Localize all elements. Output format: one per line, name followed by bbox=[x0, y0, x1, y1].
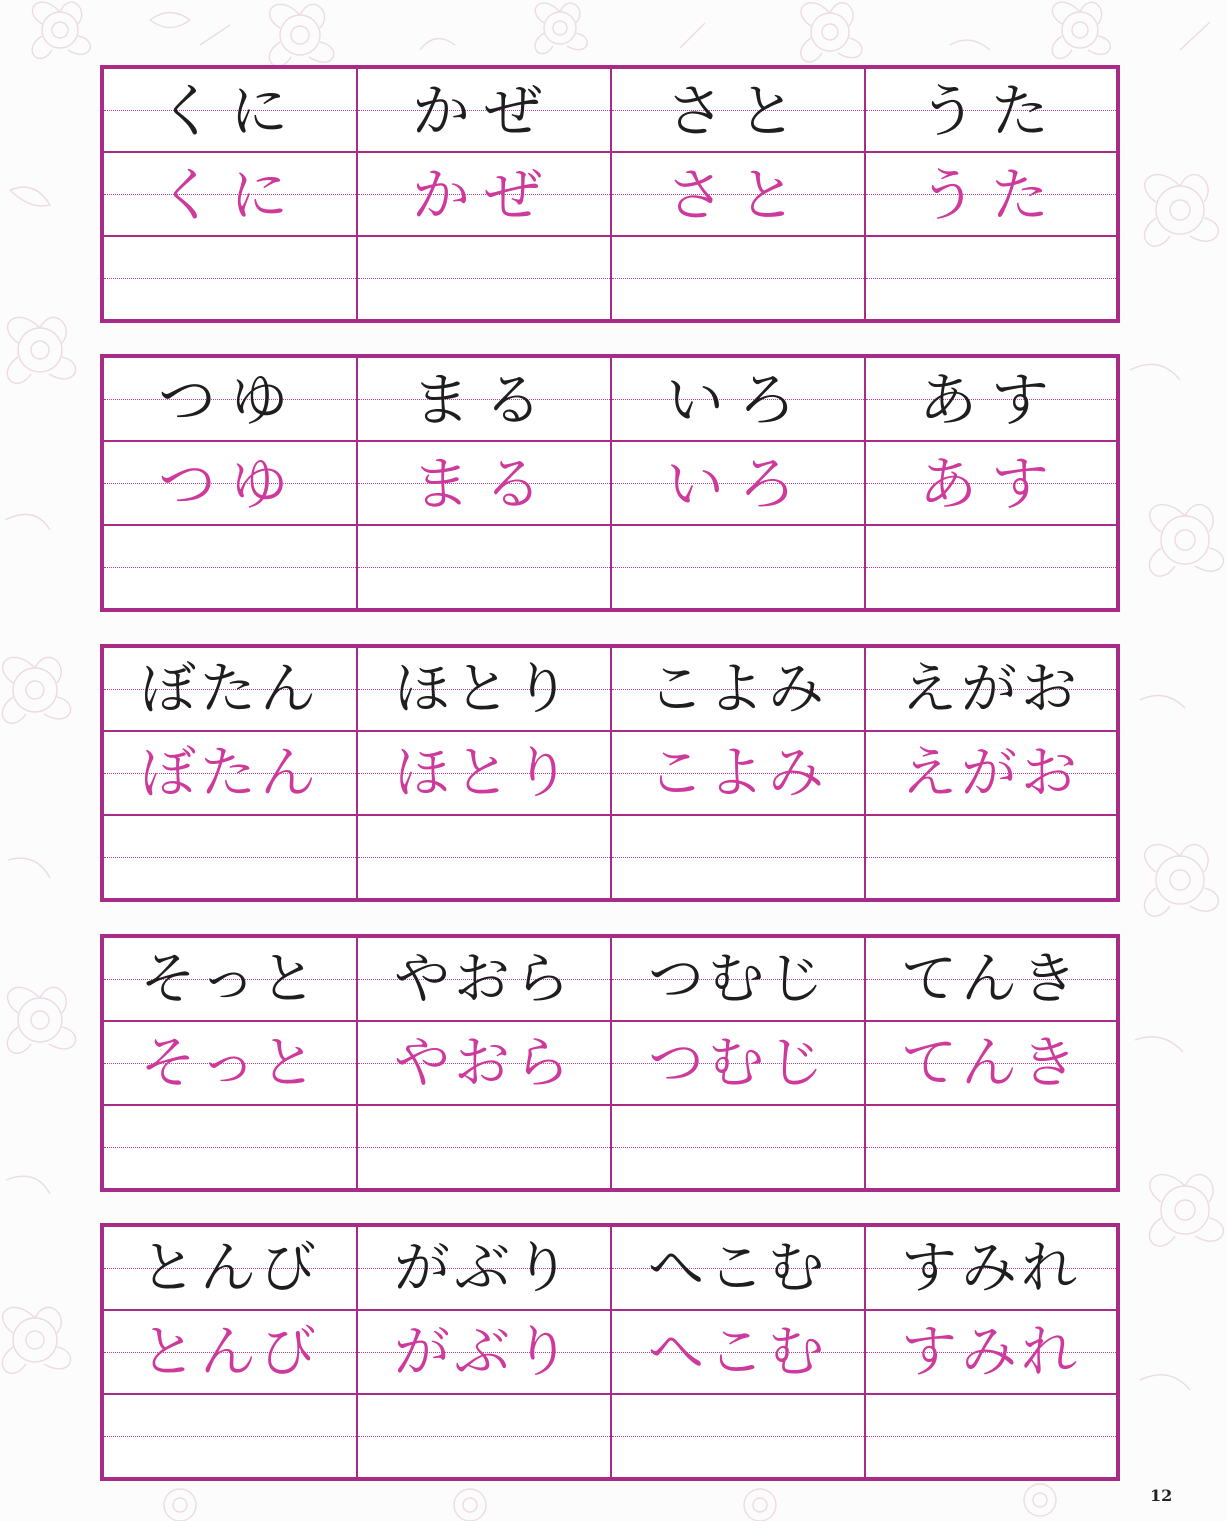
writing-row[interactable] bbox=[358, 816, 610, 898]
model-row bbox=[104, 69, 356, 153]
word-cell bbox=[358, 358, 612, 608]
writing-row[interactable] bbox=[866, 237, 1116, 319]
practice-block-2 bbox=[100, 354, 1120, 612]
model-word: ほとり bbox=[394, 657, 574, 722]
word-cell bbox=[866, 938, 1116, 1188]
trace-word: とんび bbox=[140, 1320, 320, 1385]
model-word: いろ bbox=[665, 366, 810, 434]
model-word: さと bbox=[665, 77, 810, 145]
model-row bbox=[358, 358, 610, 442]
model-row bbox=[866, 69, 1116, 153]
model-row bbox=[866, 1227, 1116, 1311]
trace-row bbox=[358, 153, 610, 237]
trace-row bbox=[358, 1022, 610, 1106]
model-row bbox=[612, 358, 864, 442]
practice-block-1 bbox=[100, 65, 1120, 323]
model-row bbox=[866, 938, 1116, 1022]
word-cell bbox=[866, 69, 1116, 319]
trace-row bbox=[612, 732, 864, 816]
model-row bbox=[104, 938, 356, 1022]
model-word: そっと bbox=[140, 947, 320, 1012]
word-cell bbox=[612, 938, 866, 1188]
model-word: あす bbox=[918, 366, 1063, 434]
writing-row[interactable] bbox=[104, 1106, 356, 1188]
trace-word: くに bbox=[157, 161, 302, 229]
model-row bbox=[358, 648, 610, 732]
trace-word: こよみ bbox=[648, 741, 828, 806]
writing-row[interactable] bbox=[612, 237, 864, 319]
writing-row[interactable] bbox=[104, 237, 356, 319]
trace-row bbox=[866, 442, 1116, 526]
writing-row[interactable] bbox=[866, 1395, 1116, 1477]
trace-word: つむじ bbox=[648, 1031, 828, 1096]
writing-row[interactable] bbox=[866, 816, 1116, 898]
model-row bbox=[866, 358, 1116, 442]
model-row bbox=[104, 358, 356, 442]
model-word: とんび bbox=[140, 1236, 320, 1301]
trace-row bbox=[358, 442, 610, 526]
trace-word: いろ bbox=[665, 450, 810, 518]
word-cell bbox=[358, 938, 612, 1188]
model-row bbox=[104, 1227, 356, 1311]
model-word: がぶり bbox=[394, 1236, 574, 1301]
trace-row bbox=[104, 1311, 356, 1395]
writing-row[interactable] bbox=[358, 1395, 610, 1477]
trace-row bbox=[866, 1022, 1116, 1106]
model-word: えがお bbox=[901, 657, 1081, 722]
word-cell bbox=[358, 69, 612, 319]
trace-word: かぜ bbox=[411, 161, 556, 229]
model-word: つむじ bbox=[648, 947, 828, 1012]
practice-block-5 bbox=[100, 1223, 1120, 1481]
trace-row bbox=[104, 153, 356, 237]
model-row bbox=[612, 648, 864, 732]
writing-row[interactable] bbox=[612, 1106, 864, 1188]
writing-row[interactable] bbox=[612, 816, 864, 898]
trace-word: うた bbox=[918, 161, 1063, 229]
trace-row bbox=[866, 732, 1116, 816]
model-row bbox=[612, 69, 864, 153]
trace-word: まる bbox=[411, 450, 556, 518]
model-word: つゆ bbox=[157, 366, 302, 434]
writing-row[interactable] bbox=[612, 1395, 864, 1477]
trace-row bbox=[866, 1311, 1116, 1395]
trace-row bbox=[612, 153, 864, 237]
model-word: くに bbox=[157, 77, 302, 145]
practice-block-3 bbox=[100, 644, 1120, 902]
word-cell bbox=[612, 648, 866, 898]
model-word: ぼたん bbox=[140, 657, 320, 722]
trace-row bbox=[612, 1022, 864, 1106]
trace-row bbox=[104, 732, 356, 816]
writing-row[interactable] bbox=[104, 526, 356, 608]
writing-row[interactable] bbox=[358, 526, 610, 608]
writing-row[interactable] bbox=[104, 1395, 356, 1477]
word-cell bbox=[104, 1227, 358, 1477]
word-cell bbox=[866, 1227, 1116, 1477]
model-word: こよみ bbox=[648, 657, 828, 722]
trace-row bbox=[358, 1311, 610, 1395]
word-cell bbox=[866, 358, 1116, 608]
model-row bbox=[866, 648, 1116, 732]
word-cell bbox=[104, 648, 358, 898]
writing-row[interactable] bbox=[866, 1106, 1116, 1188]
writing-row[interactable] bbox=[612, 526, 864, 608]
trace-row bbox=[866, 153, 1116, 237]
trace-word: てんき bbox=[901, 1031, 1081, 1096]
word-cell bbox=[866, 648, 1116, 898]
writing-row[interactable] bbox=[104, 816, 356, 898]
trace-word: ほとり bbox=[394, 741, 574, 806]
writing-row[interactable] bbox=[866, 526, 1116, 608]
model-row bbox=[104, 648, 356, 732]
trace-word: えがお bbox=[901, 741, 1081, 806]
practice-block-4 bbox=[100, 934, 1120, 1192]
writing-row[interactable] bbox=[358, 1106, 610, 1188]
trace-row bbox=[612, 1311, 864, 1395]
word-cell bbox=[612, 69, 866, 319]
page-number: 12 bbox=[1150, 1486, 1173, 1505]
trace-word: へこむ bbox=[648, 1320, 828, 1385]
trace-row bbox=[358, 732, 610, 816]
trace-word: やおら bbox=[394, 1031, 574, 1096]
word-cell bbox=[358, 648, 612, 898]
trace-word: すみれ bbox=[901, 1320, 1081, 1385]
word-cell bbox=[612, 1227, 866, 1477]
trace-word: ぼたん bbox=[140, 741, 320, 806]
model-word: やおら bbox=[394, 947, 574, 1012]
trace-word: つゆ bbox=[157, 450, 302, 518]
model-word: すみれ bbox=[901, 1236, 1081, 1301]
writing-row[interactable] bbox=[358, 237, 610, 319]
model-row bbox=[612, 1227, 864, 1311]
word-cell bbox=[612, 358, 866, 608]
trace-word: さと bbox=[665, 161, 810, 229]
trace-row bbox=[612, 442, 864, 526]
word-cell bbox=[104, 358, 358, 608]
trace-word: がぶり bbox=[394, 1320, 574, 1385]
word-cell bbox=[358, 1227, 612, 1477]
model-word: へこむ bbox=[648, 1236, 828, 1301]
model-word: うた bbox=[918, 77, 1063, 145]
trace-row bbox=[104, 1022, 356, 1106]
model-row bbox=[612, 938, 864, 1022]
trace-row bbox=[104, 442, 356, 526]
model-row bbox=[358, 69, 610, 153]
trace-word: そっと bbox=[140, 1031, 320, 1096]
model-row bbox=[358, 1227, 610, 1311]
model-word: かぜ bbox=[411, 77, 556, 145]
word-cell bbox=[104, 69, 358, 319]
word-cell bbox=[104, 938, 358, 1188]
trace-word: あす bbox=[918, 450, 1063, 518]
model-word: てんき bbox=[901, 947, 1081, 1012]
model-row bbox=[358, 938, 610, 1022]
model-word: まる bbox=[411, 366, 556, 434]
